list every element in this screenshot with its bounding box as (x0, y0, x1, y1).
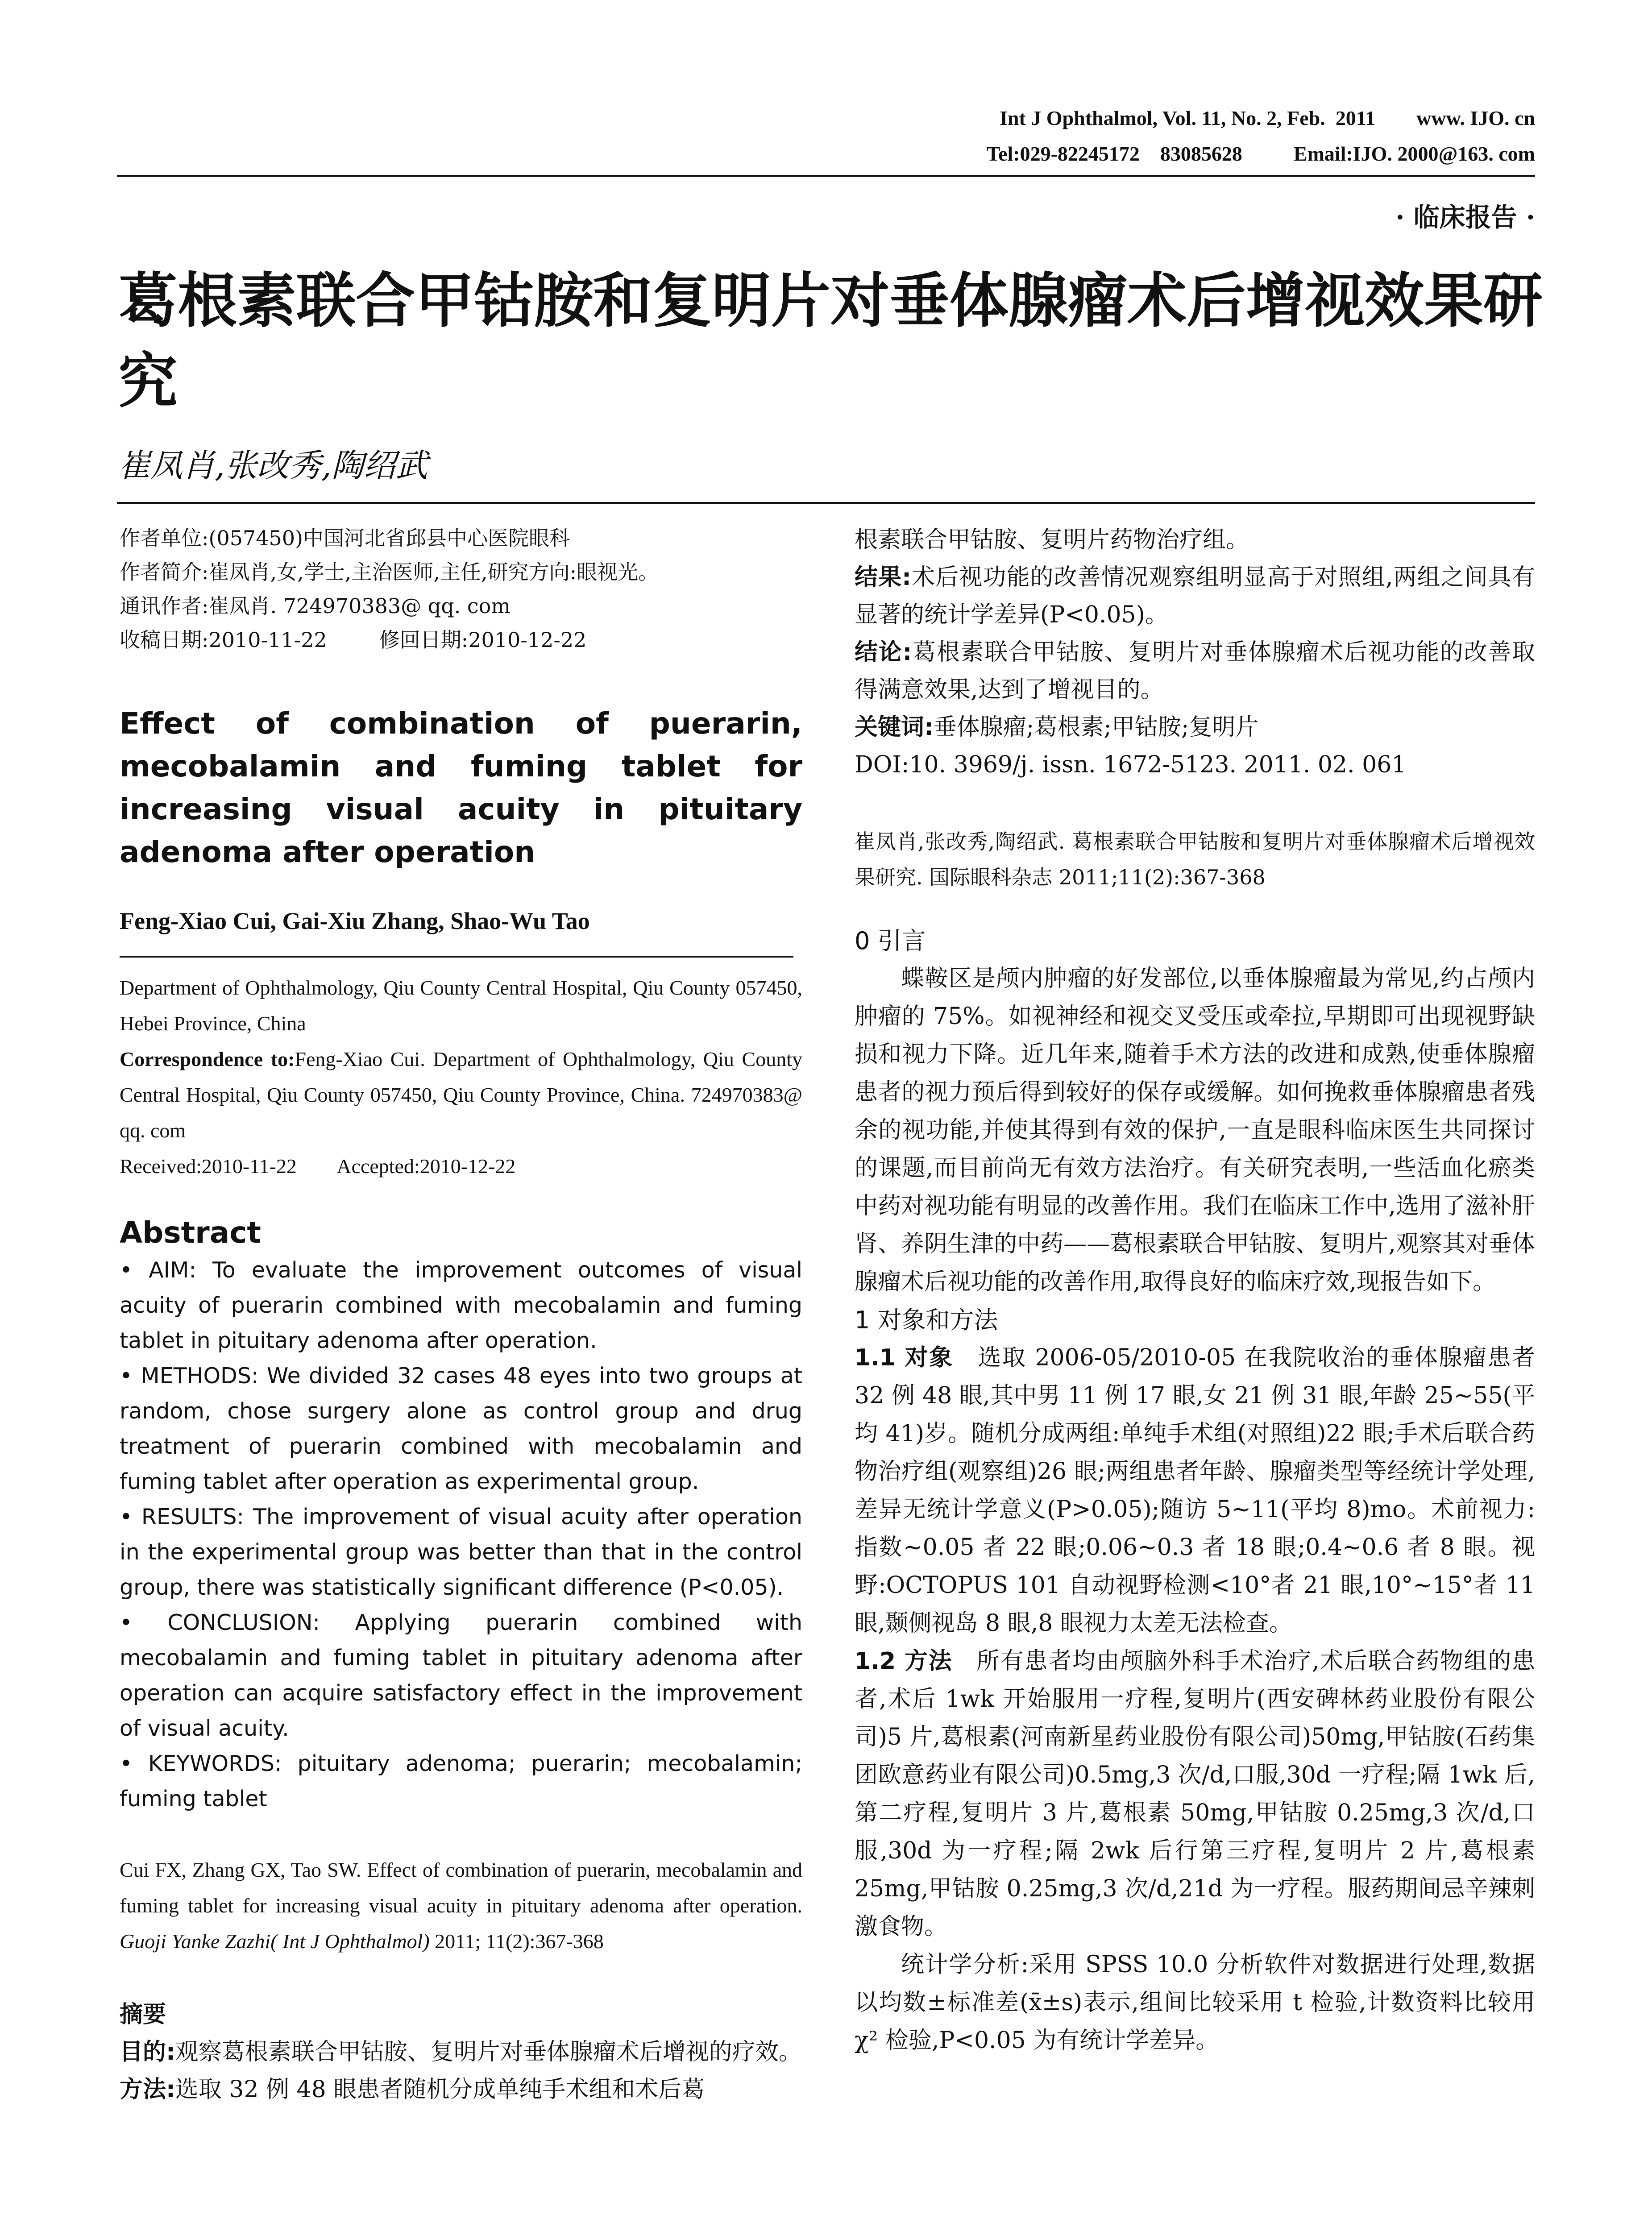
cn-results (855, 559, 1535, 634)
methods-text: We divided 32 cases 48 eyes into two groups at random, chose surgery alone as control group and drug treatment of puerarin combined with mecobalamin and fuming tablet after operation as experimental group. (120, 1363, 802, 1494)
cn-aim-text: 观察葛根素联合甲钴胺、复明片对垂体腺瘤术后增视的疗效。 (175, 2039, 802, 2065)
affiliation-block (120, 521, 802, 657)
chinese-abstract-cont (855, 521, 1535, 784)
citation-volume: 2011; 11(2):367-368 (429, 1930, 604, 1953)
section-tag: · 临床报告 · (1395, 202, 1535, 232)
heading-methods: 1 对象和方法 (855, 1306, 998, 1334)
author-bio: 作者简介:崔凤肖,女,学士,主治医师,主任,研究方向:眼视光。 (120, 560, 659, 584)
cn-conclusion-label: 结论: (855, 639, 912, 666)
chinese-abstract-heading: 摘要 (120, 2001, 166, 2028)
cn-keywords (855, 709, 1535, 746)
title-rule (117, 502, 1535, 504)
english-affiliation-block (120, 970, 802, 1184)
page-title: 葛根素联合甲钴胺和复明片对垂体腺瘤术后增视效果研究 (118, 267, 1543, 416)
results-text: The improvement of visual acuity after operation in the experimental group was better than that in the control group, there was statistically significant difference (P<0.05). (120, 1504, 802, 1600)
aim-label: • AIM: (120, 1257, 196, 1283)
abstract-aim (120, 1252, 802, 1358)
results-label: • RESULTS: (120, 1504, 244, 1530)
correspondence-paragraph (120, 1041, 802, 1149)
methods-text-1-2: 所有患者均由颅脑外科手术治疗,术后联合药物组的患者,术后 1wk 开始服用一疗程,复明片(西安碑林药业股份有限公司)5 片,葛根素(河南新星药业股份有限公司)50mg,甲钴胺(石药集团欧意药业有限公司)0.5mg,3 次/d,口服,30d 一疗程;隔 1wk 后,第二疗程,复明片 3 片,葛根素 50mg,甲钴胺 0.25mg,3 次/d,口服,30d 为一疗程;隔 2wk 后行第三疗程,复明片 2 片,葛根素 25mg,甲钴胺 0.25mg,3 次/d,21d 为一疗程。服药期间忌辛辣刺激食物。 (855, 1648, 1535, 1940)
affiliation-unit: 作者单位:(057450)中国河北省邱县中心医院眼科 (120, 526, 570, 550)
cn-methods (120, 2071, 802, 2108)
dates-received-revised: 收稿日期:2010-11-22 修回日期:2010-12-22 (120, 628, 587, 652)
authors-cn: 崔凤肖,张改秀,陶绍武 (118, 447, 428, 484)
paragraph-introduction: 蝶鞍区是颅内肿瘤的好发部位,以垂体腺瘤最为常见,约占颅内肿瘤的 75%。如视神经和视交叉受压或牵拉,早期即可出现视野缺损和视力下降。近几年来,随着手术方法的改进和成熟,使垂体腺瘤患者的视力预后得到较好的保存或缓解。如何挽救垂体腺瘤患者残余的视功能,并使其得到有效的保护,一直是眼科临床医生共同探讨的课题,而目前尚无有效方法治疗。有关研究表明,一些活血化瘀类中药对视功能有明显的改善作用。我们在临床工作中,选用了滋补肝肾、养阴生津的中药——葛根素联合甲钴胺、复明片,观察其对垂体腺瘤术后视功能的改善作用,取得良好的临床疗效,现报告如下。 (855, 965, 1535, 1295)
correspondence-label: Correspondence to: (120, 1048, 295, 1070)
abstract-conclusion (120, 1605, 802, 1746)
methods-label-1-2: 1.2 方法 (855, 1648, 953, 1675)
english-dates: Received:2010-11-22 Accepted:2010-12-22 (120, 1155, 516, 1178)
cn-conclusion-text: 葛根素联合甲钴胺、复明片对垂体腺瘤术后视功能的改善取得满意效果,达到了增视目的。 (855, 639, 1535, 703)
abstract-results (120, 1499, 802, 1605)
journal-header-line: Int J Ophthalmol, Vol. 11, No. 2, Feb. 2011 www. IJO. cn (999, 107, 1535, 129)
chinese-citation: 崔凤肖,张改秀,陶绍武. 葛根素联合甲钴胺和复明片对垂体腺瘤术后增视效果研究. 国际眼科杂志 2011;11(2):367-368 (855, 829, 1535, 889)
heading-introduction: 0 引言 (855, 927, 926, 955)
abstract-keywords (120, 1746, 802, 1816)
citation-authors-title: Cui FX, Zhang GX, Tao SW. Effect of combination of puerarin, mecobalamin and fuming tablet for increasing visual acuity in pituitary adenoma after operation. (120, 1858, 802, 1917)
left-column (120, 521, 802, 2108)
english-citation (120, 1852, 802, 1959)
journal-contact-line: Tel:029-82245172 83085628 Email:IJO. 2000@163. com (986, 142, 1535, 165)
english-title: Effect of combination of puerarin, mecobalamin and fuming tablet for increasing visual acuity in pituitary adenoma after operation (120, 706, 802, 869)
cn-conclusion (855, 634, 1535, 709)
cn-keywords-text: 垂体腺瘤;葛根素;甲钴胺;复明片 (933, 714, 1259, 741)
abstract-methods (120, 1358, 802, 1499)
cn-results-text: 术后视功能的改善情况观察组明显高于对照组,两组之间具有显著的统计学差异(P<0.05)。 (855, 564, 1536, 628)
paragraph-methods (855, 1642, 1535, 1946)
cn-methods-cont: 根素联合甲钴胺、复明片药物治疗组。 (855, 527, 1249, 553)
chinese-abstract (120, 1996, 802, 2108)
paragraph-statistics: 统计学分析:采用 SPSS 10.0 分析软件对数据进行处理,数据以均数±标准差(x̄±s)表示,组间比较采用 t 检验,计数资料比较用 χ² 检验,P<0.05 为有统计学差异。 (855, 1951, 1535, 2054)
english-authors: Feng-Xiao Cui, Gai-Xiu Zhang, Shao-Wu Tao (120, 908, 590, 934)
aim-text: To evaluate the improvement outcomes of visual acuity of puerarin combined with mecobalamin and fuming tablet in pituitary adenoma after operation. (120, 1257, 802, 1353)
abstract-heading: Abstract (120, 1215, 261, 1250)
conclusion-text: Applying puerarin combined with mecobalamin and fuming tablet in pituitary adenoma after operation can acquire satisfactory effect in the improvement of visual acuity. (120, 1610, 802, 1741)
citation-journal: Guoji Yanke Zazhi( Int J Ophthalmol) (120, 1930, 430, 1953)
right-column (855, 521, 1535, 2060)
abstract-body (120, 1252, 802, 1816)
paragraph-subjects (855, 1339, 1535, 1642)
cn-methods-label: 方法: (120, 2076, 175, 2103)
subjects-label: 1.1 对象 (855, 1344, 954, 1371)
keywords-text: pituitary adenoma; puerarin; mecobalamin; fuming tablet (120, 1751, 802, 1812)
cn-results-label: 结果: (855, 564, 911, 591)
conclusion-label: • CONCLUSION: (120, 1610, 320, 1635)
subjects-text: 选取 2006-05/2010-05 在我院收治的垂体腺瘤患者 32 例 48 眼,其中男 11 例 17 眼,女 21 例 31 眼,年龄 25~55(平均 41)岁。随机分成两组:单纯手术组(对照组)22 眼;手术后联合药物治疗组(观察组)26 眼;两组患者年龄、腺瘤类型等经统计学处理,差异无统计学意义(P>0.05);随访 5~11(平均 8)mo。术前视力:指数~0.05 者 22 眼;0.06~0.3 者 18 眼;0.4~0.6 者 8 眼。视野:OCTOPUS 101 自动视野检测<10°者 21 眼,10°~15°者 11 眼,颞侧视岛 8 眼,8 眼视力太差无法检查。 (855, 1344, 1535, 1637)
en-authors-rule (120, 956, 793, 958)
english-department: Department of Ophthalmology, Qiu County Central Hospital, Qiu County 057450, Hebei Province, China (120, 976, 802, 1035)
cn-keywords-label: 关键词: (855, 714, 934, 741)
correspondence-text: Feng-Xiao Cui. Department of Ophthalmology, Qiu County Central Hospital, Qiu County 057450, Qiu County Province, China. 724970383@ qq. com (120, 1048, 802, 1142)
cn-aim (120, 2033, 802, 2071)
doi: DOI:10. 3969/j. issn. 1672-5123. 2011. 02. 061 (855, 751, 1407, 778)
article-body (855, 922, 1535, 2060)
methods-label: • METHODS: (120, 1363, 259, 1389)
keywords-label: • KEYWORDS: (120, 1751, 282, 1776)
cn-aim-label: 目的: (120, 2039, 175, 2065)
cn-methods-text: 选取 32 例 48 眼患者随机分成单纯手术组和术后葛 (175, 2076, 705, 2103)
header-rule (117, 175, 1535, 177)
corresponding-author: 通讯作者:崔凤肖. 724970383@ qq. com (120, 594, 511, 618)
